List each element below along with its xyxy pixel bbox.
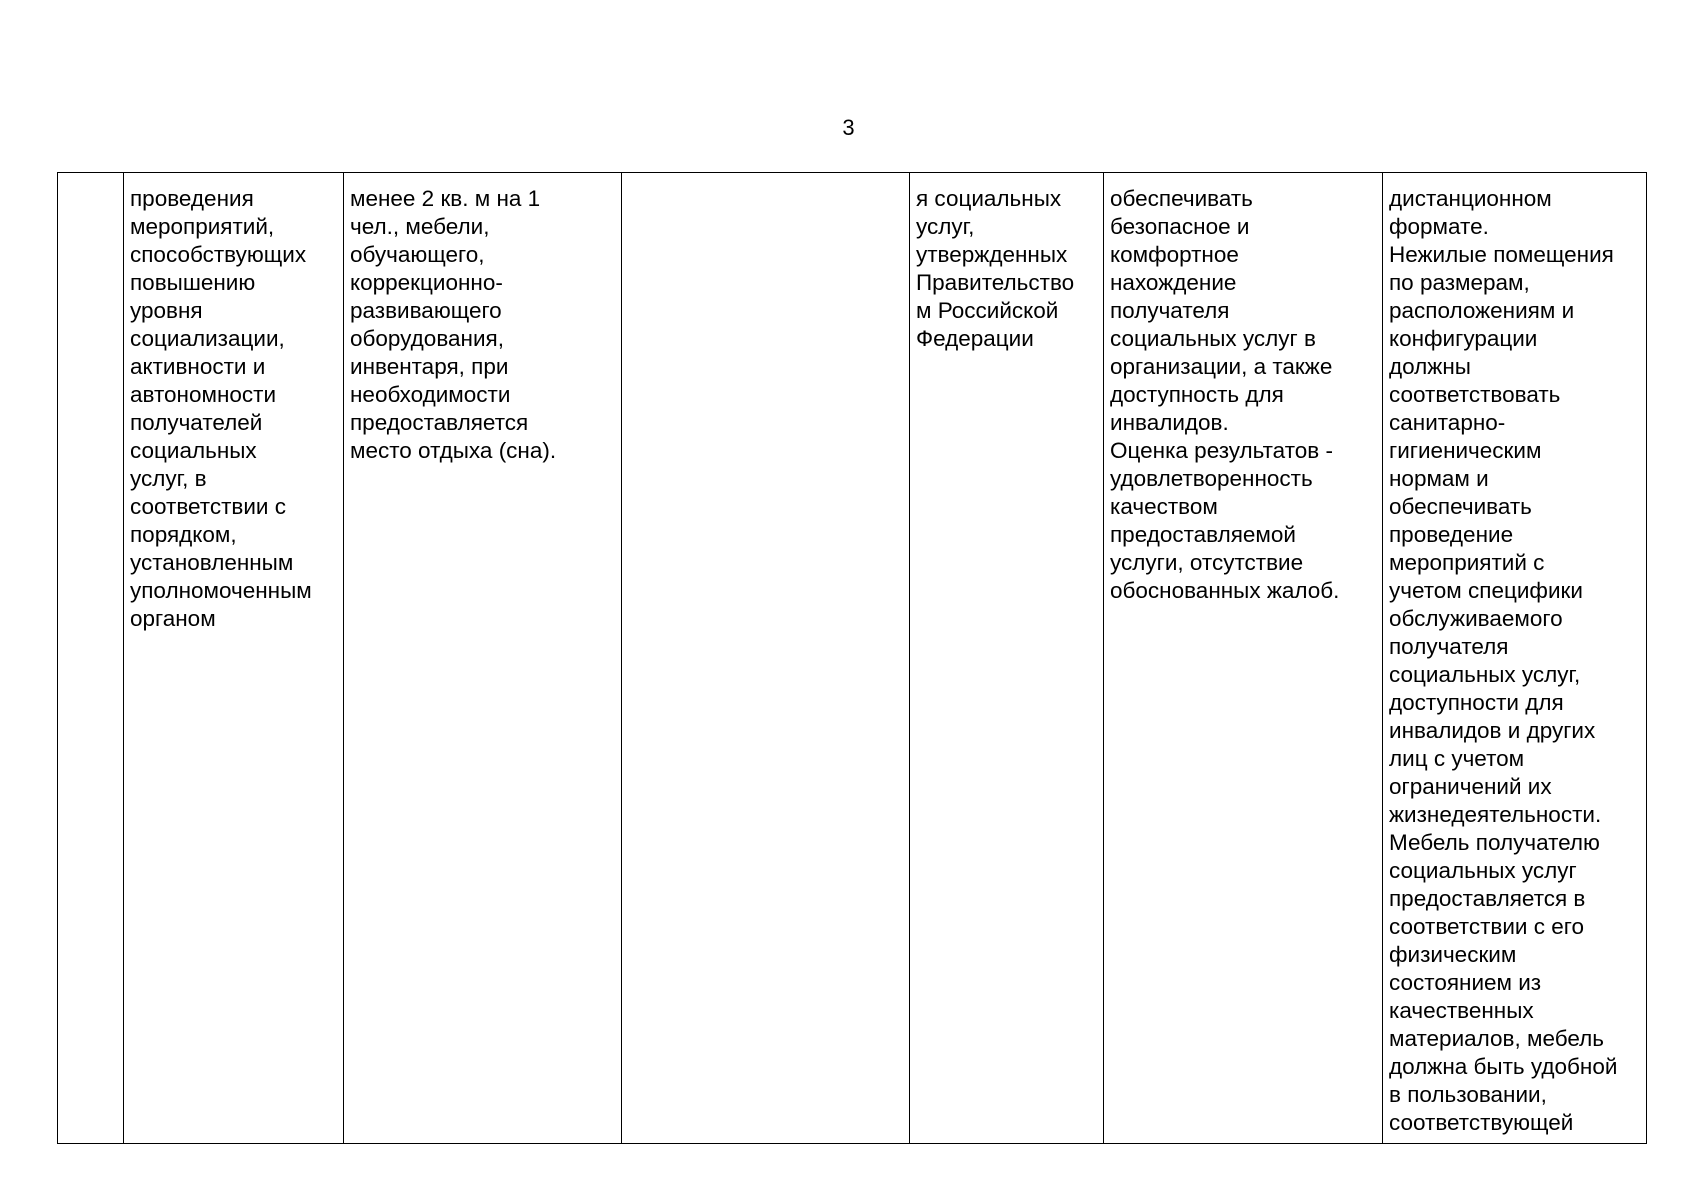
table-row [58, 173, 1647, 1144]
table-cell-quality-indicators: обеспечивать безопасное и комфортное нахождение получателя социальных услуг в организации, а также доступность для инвалидов. Оценка результатов - удовлетворенность качеством предоставляемой услуги, отсутствие обоснованных жалоб. [1104, 173, 1383, 1144]
table-cell-volume: менее 2 кв. м на 1 чел., мебели, обучающего, коррекционно- развивающего оборудования, инвентаря, при необходимости предоставляется место отдыха (сна). [344, 173, 622, 1144]
table-cell-description: проведения мероприятий, способствующих повышению уровня социализации, активности и автономности получателей социальных услуг, в соответствии с порядком, установленным уполномоченным органом [124, 173, 344, 1144]
services-table [57, 172, 1647, 1144]
table-cell-conditions: дистанционном формате. Нежилые помещения по размерам, расположениям и конфигурации должны соответствовать санитарно- гигиеническим нормам и обеспечивать проведение мероприятий с учетом специфики обслуживаемого получателя социальных услуг, доступности для инвалидов и других лиц с учетом ограничений их жизнедеятельности. Мебель получателю социальных услуг предоставляется в соответствии с его физическим состоянием из качественных материалов, мебель должна быть удобной в пользовании, соответствующей [1383, 173, 1647, 1144]
table-cell-number [58, 173, 124, 1144]
table-cell-empty [622, 173, 910, 1144]
page-number: 3 [842, 115, 855, 140]
table-cell-tariffs: я социальных услуг, утвержденных Правительство м Российской Федерации [910, 173, 1104, 1144]
